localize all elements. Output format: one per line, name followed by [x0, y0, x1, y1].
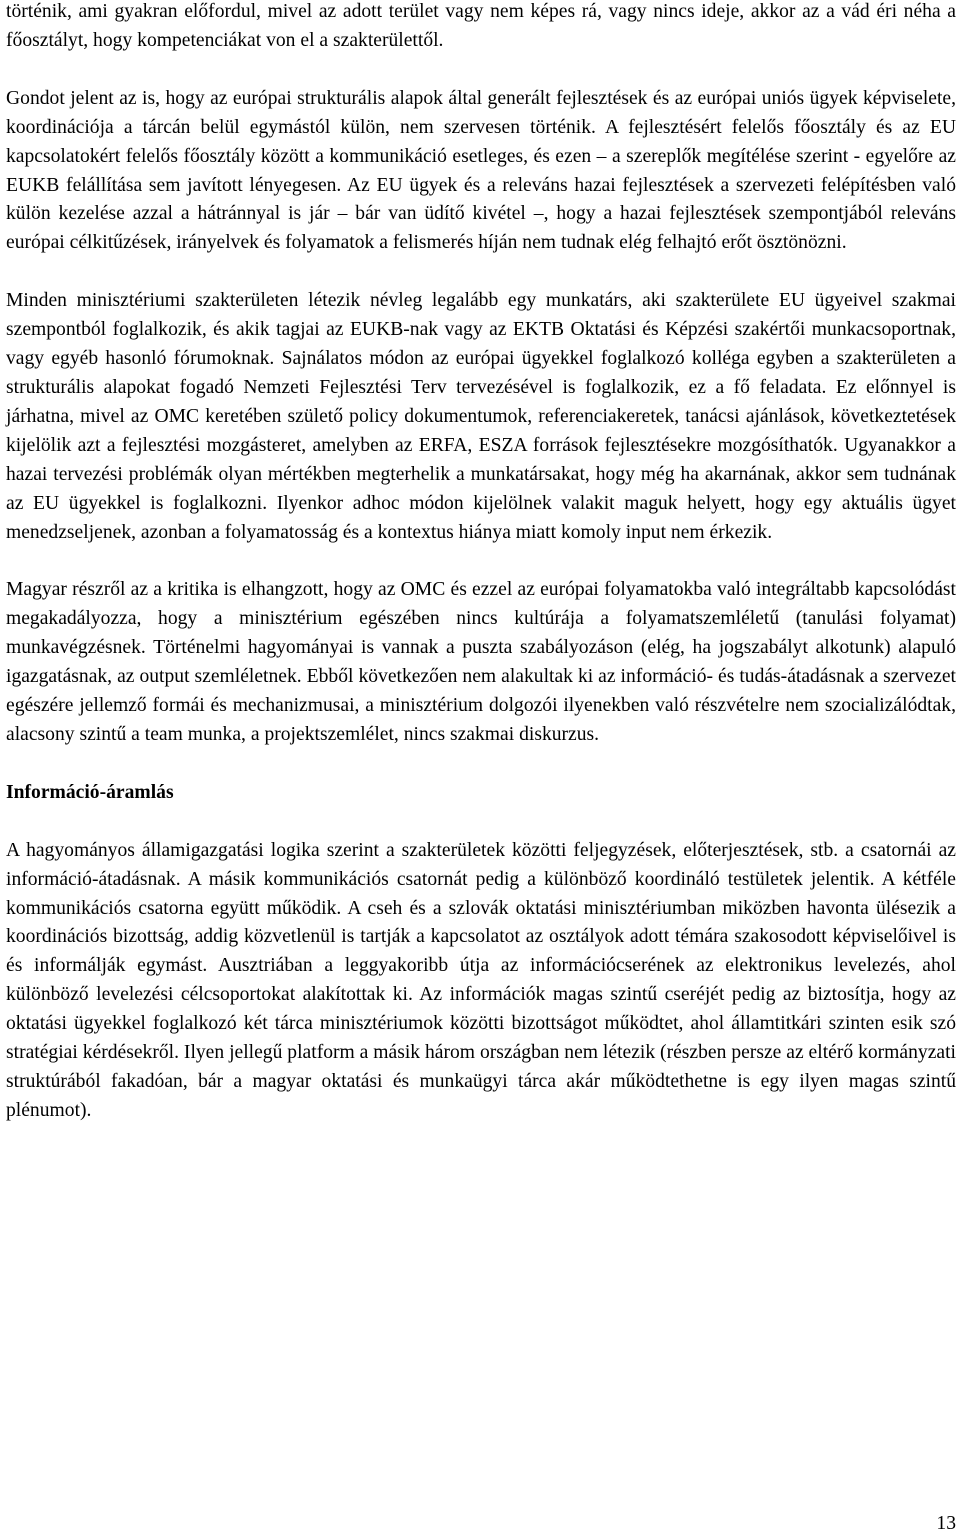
paragraph-gap	[6, 547, 956, 576]
section-heading: Információ-áramlás	[6, 781, 174, 803]
page-number: 13	[936, 1513, 956, 1534]
paragraph-gap	[6, 808, 956, 837]
paragraph-gap	[6, 258, 956, 287]
paragraph-criticism: Magyar részről az a kritika is elhangzott, hogy az OMC és ezzel az európai folyamatokba való integráltabb kapcsolódást megakadályozza, hogy a minisztérium egészében nincs kultúrája a folyamatszemléletű (tanulási folyamat) munkavégzésnek. Történelmi hagyományai is vannak a puszta szabályozáson (elég, ha jogszabályt alkotunk) alapuló igazgatásnak, az output szemléletnek. Ebből következően nem alakultak ki az információ- és tudás-átadásnak a szervezet egészére jellemző formái és mechanizmusai, a minisztérium dolgozói ilyenekben való részvételre nem szocializálódtak, alacsony szintű a team munka, a projektszemlélet, nincs szakmai diskurzus.	[6, 579, 956, 745]
paragraph-continuation: történik, ami gyakran előfordul, mivel az adott terület vagy nem képes rá, vagy nincs ideje, akkor az a vád éri néha a főosztályt, hogy kompetenciákat von el a szakterülettől.	[6, 1, 956, 51]
paragraph-ministry-staff: Minden minisztériumi szakterületen létezik névleg legalább egy munkatárs, aki szakterülete EU ügyeivel szakmai szempontból foglalkozik, és akik tagjai az EUKB-nak vagy az EKTB Oktatási és Képzési szakértői munkacsoportnak, vagy egyéb hasonló fórumoknak. Sajnálatos módon az európai ügyekkel foglalkozó kolléga egyben a szakterületen a strukturális alapokat fogadó Nemzeti Fejlesztési Terv tervezésével is foglalkozik, ez a fő feladata. Ez előnnyel is járhatna, mivel az OMC keretében születő policy dokumentumok, referenciakeretek, tanácsi ajánlások, következtetések kijelölik azt a fejlesztési mozgásteret, amelyben az ERFA, ESZA források fejlesztésekre mozgósíthatók. Ugyanakkor a hazai tervezési problémák olyan mértékben megterhelik a munkatársakat, hogy még ha akarnának, akkor sem tudnának az EU ügyekkel is foglalkozni. Ilyenkor adhoc módon kijelölnek valakit maguk helyett, hogy egy aktuális ügyet menedzseljenek, azonban a folyamatosság és a kontextus hiánya miatt komoly input nem érkezik.	[6, 290, 956, 543]
paragraph-gap	[6, 56, 956, 85]
paragraph-structural-funds: Gondot jelent az is, hogy az európai strukturális alapok által generált fejlesztések és az európai uniós ügyek képviselete, koordinációja a tárcán belül egymástól külön, nem szervesen történik. A fejlesztésért felelős főosztály és az EU kapcsolatokért felelős főosztály között a kommunikáció esetleges, és ezen – a szereplők megítélése szerint - egyelőre az EUKB felállítása sem javított lényegesen. Az EU ügyek és a releváns hazai fejlesztések a szervezeti felépítésben való külön kezelése azzal a hátránnyal is jár – bár van üdítő kivétel –, hogy a hazai fejlesztések szempontjából releváns európai célkitűzések, irányelvek és folyamatok a felismerés híján nem tudnak elég felhajtó erőt ösztönözni.	[6, 87, 956, 254]
paragraph-gap	[6, 750, 956, 779]
document-page	[6, 0, 956, 1537]
paragraph-information-flow: A hagyományos államigazgatási logika szerint a szakterületek közötti feljegyzések, előterjesztések, stb. a csatornái az információ-átadásnak. A másik kommunikációs csatornát pedig a különböző koordináló testületek jelentik. A kétféle kommunikációs csatorna együtt működik. A cseh és a szlovák oktatási minisztériumban miközben havonta ülésezik a koordinációs bizottság, addig közvetlenül is tartják a kapcsolatot az osztályok adott témára szakosodott képviselőivel is és informálják egymást. Ausztriában a leggyakoribb útja az információcserének az elektronikus levelezés, ahol különböző levelezési célcsoportokat alakítottak ki. Az információk magas szintű cseréjét pedig az biztosítja, hogy az oktatási ügyekkel foglalkozó két tárca minisztériumok közötti bizottságot működtet, ahol államtitkári szinten esik szó stratégiai kérdésekről. Ilyen jellegű platform a másik három országban nem létezik (részben persze az eltérő kormányzati struktúrából fakadóan, bár a magyar oktatási és munkaügyi tárca akár működtethetne is egy ilyen magas szintű plénumot).	[6, 839, 956, 1121]
